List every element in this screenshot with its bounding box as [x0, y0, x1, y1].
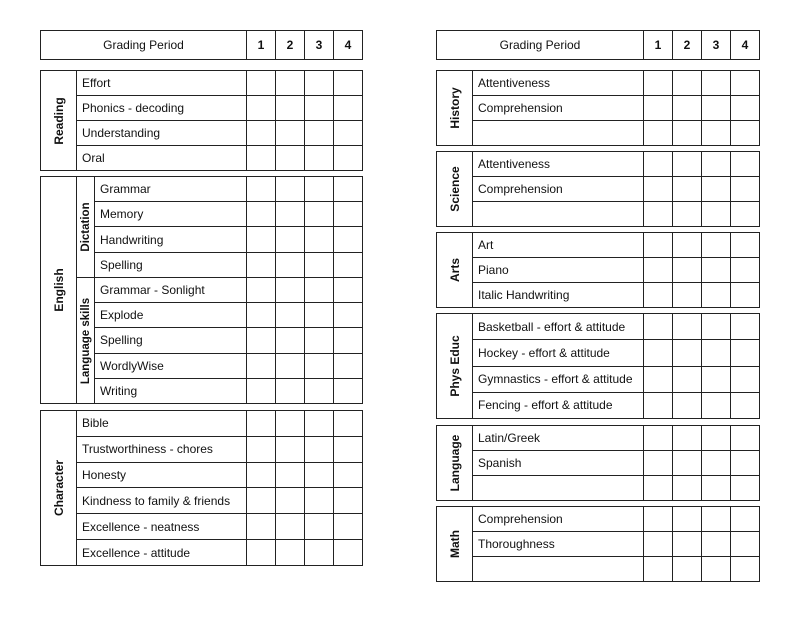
grade-cell-period-2[interactable]	[672, 233, 701, 257]
table-row	[77, 436, 362, 462]
table-row	[95, 378, 362, 403]
grade-cell-period-2[interactable]	[672, 367, 701, 392]
grade-cell-period-2[interactable]	[275, 303, 304, 327]
grade-cell-period-3[interactable]	[304, 121, 333, 145]
section-label-cell	[437, 71, 473, 145]
grade-cell-period-4[interactable]	[730, 121, 759, 145]
grade-cell-period-3[interactable]	[304, 488, 333, 513]
grade-cell-period-1[interactable]	[246, 227, 275, 251]
table-row	[473, 426, 759, 450]
grade-cell-period-1[interactable]	[246, 303, 275, 327]
table-row	[77, 95, 362, 120]
table-row	[473, 233, 759, 257]
row-label: Kindness to family & friends	[82, 493, 231, 508]
grade-cell-period-3[interactable]	[304, 96, 333, 120]
grade-cell-period-2[interactable]	[275, 146, 304, 170]
table-row	[77, 411, 362, 436]
table-row	[473, 176, 759, 201]
grade-cell-period-3[interactable]	[304, 177, 333, 201]
grade-cell-period-3[interactable]	[304, 328, 333, 352]
grade-cell-period-3[interactable]	[701, 532, 730, 556]
section-label-cell	[437, 152, 473, 226]
grade-cell-period-2[interactable]	[672, 426, 701, 450]
grade-cell-period-1[interactable]	[246, 514, 275, 539]
grade-cell-period-1[interactable]	[643, 177, 672, 201]
section-label-cell	[437, 233, 473, 307]
row-label: Comprehension	[478, 101, 563, 115]
subgroup-dictation	[77, 177, 94, 277]
row-label: Understanding	[82, 126, 161, 140]
table-row	[473, 120, 759, 145]
row-label: Memory	[100, 207, 144, 222]
right-grading-period-header	[436, 30, 760, 60]
grade-cell-period-2[interactable]	[672, 451, 701, 475]
grade-cell-period-4[interactable]	[730, 177, 759, 201]
grade-cell-period-3[interactable]	[304, 253, 333, 277]
table-row	[473, 507, 759, 531]
grade-cell-period-3[interactable]	[304, 354, 333, 378]
table-row	[473, 71, 759, 95]
row-label: Hockey - effort & attitude	[478, 345, 610, 360]
grade-cell-period-4[interactable]	[730, 283, 759, 307]
section-rows	[473, 507, 759, 581]
grade-cell-period-2[interactable]	[275, 411, 304, 436]
grade-cell-period-2[interactable]	[672, 283, 701, 307]
section-reading	[40, 70, 363, 171]
row-label: WordlyWise	[100, 358, 164, 373]
grade-cell-period-1[interactable]	[246, 437, 275, 462]
section-english	[40, 176, 363, 404]
subgroup-label-column	[77, 177, 95, 403]
grade-cell-period-2[interactable]	[672, 557, 701, 581]
row-label: Writing	[100, 383, 138, 398]
grade-cell-period-4[interactable]	[730, 314, 759, 339]
grade-cell-period-3[interactable]	[304, 514, 333, 539]
grade-cell-period-3[interactable]	[701, 393, 730, 418]
grade-cell-period-2[interactable]	[672, 121, 701, 145]
grade-cell-period-1[interactable]	[246, 71, 275, 95]
period-4-header: 4	[333, 31, 362, 59]
grade-cell-period-4[interactable]	[333, 202, 362, 226]
row-label: Spelling	[100, 333, 143, 348]
grade-cell-period-2[interactable]	[672, 393, 701, 418]
grade-cell-period-3[interactable]	[701, 202, 730, 226]
section-label: History	[447, 87, 462, 129]
grade-cell-period-1[interactable]	[643, 96, 672, 120]
table-row	[473, 450, 759, 475]
grade-cell-period-2[interactable]	[672, 177, 701, 201]
grade-cell-period-1[interactable]	[246, 202, 275, 226]
row-label: Gymnastics - effort & attitude	[478, 372, 633, 387]
grade-cell-period-4[interactable]	[333, 463, 362, 488]
grade-cell-period-3[interactable]	[304, 437, 333, 462]
section-phys-educ	[436, 313, 760, 419]
grade-cell-period-1[interactable]	[246, 121, 275, 145]
grade-cell-period-4[interactable]	[333, 514, 362, 539]
section-label-cell	[41, 411, 77, 565]
row-label: Spelling	[100, 257, 143, 272]
period-2-header: 2	[672, 31, 701, 59]
section-science	[436, 151, 760, 227]
table-row	[95, 226, 362, 251]
grade-cell-period-3[interactable]	[304, 71, 333, 95]
table-row	[95, 302, 362, 327]
period-1-header: 1	[246, 31, 275, 59]
row-label: Attentiveness	[478, 157, 551, 171]
grade-cell-period-4[interactable]	[333, 411, 362, 436]
grade-cell-period-3[interactable]	[701, 71, 730, 95]
grade-cell-period-3[interactable]	[304, 202, 333, 226]
row-label: Fencing - effort & attitude	[478, 398, 613, 413]
grade-cell-period-3[interactable]	[701, 152, 730, 176]
grade-cell-period-3[interactable]	[304, 303, 333, 327]
row-label: Phonics - decoding	[82, 101, 185, 115]
grading-period-label: Grading Period	[103, 38, 184, 52]
row-label: Art	[478, 238, 494, 252]
grade-cell-period-4[interactable]	[730, 532, 759, 556]
row-label: Spanish	[478, 456, 522, 470]
table-row	[473, 282, 759, 307]
grade-cell-period-4[interactable]	[333, 437, 362, 462]
grade-cell-period-1[interactable]	[643, 532, 672, 556]
grade-cell-period-2[interactable]	[275, 71, 304, 95]
table-row	[473, 556, 759, 581]
grade-cell-period-4[interactable]	[730, 233, 759, 257]
row-label	[473, 476, 643, 500]
grade-cell-period-4[interactable]	[333, 488, 362, 513]
grade-cell-period-4[interactable]	[333, 328, 362, 352]
grade-cell-period-4[interactable]	[730, 258, 759, 282]
grade-cell-period-1[interactable]	[246, 96, 275, 120]
grade-cell-period-2[interactable]	[275, 463, 304, 488]
row-label	[473, 121, 643, 145]
section-rows	[473, 71, 759, 145]
period-4-header: 4	[730, 31, 759, 59]
period-1-header: 1	[643, 31, 672, 59]
table-row	[473, 95, 759, 120]
grade-cell-period-4[interactable]	[333, 121, 362, 145]
table-row	[77, 120, 362, 145]
row-label: Basketball - effort & attitude	[478, 319, 626, 334]
period-3-header: 3	[701, 31, 730, 59]
grade-cell-period-2[interactable]	[275, 540, 304, 565]
grade-cell-period-3[interactable]	[304, 278, 333, 302]
table-row	[95, 277, 362, 302]
table-row	[77, 487, 362, 513]
grade-cell-period-2[interactable]	[275, 227, 304, 251]
section-label-cell	[41, 177, 77, 403]
row-label: Piano	[478, 263, 509, 277]
grade-cell-period-4[interactable]	[333, 71, 362, 95]
grade-cell-period-4[interactable]	[333, 96, 362, 120]
grade-cell-period-1[interactable]	[246, 488, 275, 513]
grade-cell-period-1[interactable]	[643, 233, 672, 257]
grade-cell-period-2[interactable]	[672, 476, 701, 500]
table-row	[473, 475, 759, 500]
grade-cell-period-2[interactable]	[275, 177, 304, 201]
section-rows	[77, 71, 362, 170]
grade-cell-period-1[interactable]	[246, 146, 275, 170]
row-label: Handwriting	[100, 232, 164, 247]
grade-cell-period-2[interactable]	[672, 258, 701, 282]
section-language	[436, 425, 760, 501]
row-label: Comprehension	[478, 182, 563, 196]
grade-cell-period-3[interactable]	[701, 476, 730, 500]
grade-cell-period-4[interactable]	[730, 476, 759, 500]
table-row	[77, 513, 362, 539]
section-label: Character	[51, 459, 66, 517]
grade-cell-period-3[interactable]	[701, 177, 730, 201]
row-label: Effort	[82, 76, 111, 90]
table-row	[473, 392, 759, 418]
grade-cell-period-2[interactable]	[275, 437, 304, 462]
grade-cell-period-1[interactable]	[246, 540, 275, 565]
left-grading-period-header	[40, 30, 363, 60]
section-rows	[473, 314, 759, 418]
grade-cell-period-2[interactable]	[275, 278, 304, 302]
section-history	[436, 70, 760, 146]
grade-cell-period-1[interactable]	[246, 328, 275, 352]
grade-cell-period-3[interactable]	[701, 367, 730, 392]
grade-cell-period-2[interactable]	[672, 507, 701, 531]
table-row	[77, 71, 362, 95]
grade-cell-period-2[interactable]	[672, 340, 701, 365]
grade-cell-period-3[interactable]	[304, 411, 333, 436]
row-label: Oral	[82, 151, 105, 165]
grade-cell-period-4[interactable]	[730, 71, 759, 95]
grade-cell-period-1[interactable]	[246, 411, 275, 436]
grade-cell-period-3[interactable]	[701, 314, 730, 339]
grade-cell-period-2[interactable]	[275, 379, 304, 403]
grade-cell-period-4[interactable]	[333, 379, 362, 403]
row-label: Italic Handwriting	[478, 288, 570, 302]
grade-cell-period-4[interactable]	[730, 393, 759, 418]
table-row	[473, 366, 759, 392]
grade-cell-period-3[interactable]	[304, 146, 333, 170]
grade-cell-period-1[interactable]	[643, 258, 672, 282]
grade-cell-period-2[interactable]	[672, 71, 701, 95]
table-row	[95, 201, 362, 226]
table-row	[95, 252, 362, 277]
grade-cell-period-2[interactable]	[275, 253, 304, 277]
grade-cell-period-3[interactable]	[701, 426, 730, 450]
section-rows	[473, 152, 759, 226]
table-row	[473, 314, 759, 339]
section-rows	[473, 233, 759, 307]
grade-cell-period-1[interactable]	[643, 507, 672, 531]
table-row	[473, 152, 759, 176]
section-label: Math	[447, 530, 462, 558]
grade-cell-period-4[interactable]	[333, 177, 362, 201]
table-row	[473, 257, 759, 282]
table-row	[473, 339, 759, 365]
grade-cell-period-3[interactable]	[304, 227, 333, 251]
section-label: Science	[447, 166, 462, 212]
row-label	[473, 202, 643, 226]
grade-cell-period-4[interactable]	[730, 557, 759, 581]
grade-cell-period-4[interactable]	[333, 253, 362, 277]
section-rows	[473, 426, 759, 500]
grade-cell-period-1[interactable]	[246, 253, 275, 277]
grade-cell-period-3[interactable]	[701, 258, 730, 282]
section-rows	[77, 411, 362, 565]
grade-cell-period-1[interactable]	[643, 367, 672, 392]
grade-cell-period-4[interactable]	[730, 451, 759, 475]
grade-cell-period-4[interactable]	[730, 152, 759, 176]
grade-cell-period-3[interactable]	[701, 340, 730, 365]
period-3-header: 3	[304, 31, 333, 59]
section-character	[40, 410, 363, 566]
subgroup-label: Language skills	[79, 297, 92, 384]
subgroup-label: Dictation	[79, 202, 92, 252]
row-label: Bible	[82, 416, 109, 431]
grade-cell-period-3[interactable]	[701, 96, 730, 120]
period-2-header: 2	[275, 31, 304, 59]
table-row	[77, 539, 362, 565]
grade-cell-period-2[interactable]	[275, 202, 304, 226]
table-row	[95, 177, 362, 201]
grade-cell-period-1[interactable]	[643, 393, 672, 418]
grade-cell-period-2[interactable]	[275, 354, 304, 378]
grade-cell-period-2[interactable]	[275, 328, 304, 352]
grade-cell-period-4[interactable]	[730, 96, 759, 120]
grade-cell-period-2[interactable]	[672, 96, 701, 120]
grade-cell-period-2[interactable]	[672, 532, 701, 556]
grade-cell-period-2[interactable]	[672, 152, 701, 176]
grade-cell-period-1[interactable]	[246, 379, 275, 403]
grade-cell-period-1[interactable]	[643, 340, 672, 365]
grade-cell-period-3[interactable]	[701, 507, 730, 531]
grade-cell-period-4[interactable]	[730, 367, 759, 392]
table-row	[473, 201, 759, 226]
section-arts	[436, 232, 760, 308]
grade-cell-period-3[interactable]	[701, 233, 730, 257]
row-label: Grammar	[100, 182, 151, 197]
section-label: English	[51, 268, 66, 312]
section-label: Arts	[447, 257, 462, 283]
row-label: Thoroughness	[478, 537, 555, 551]
row-label: Comprehension	[478, 512, 563, 526]
row-label: Grammar - Sonlight	[100, 282, 205, 297]
grade-cell-period-2[interactable]	[275, 96, 304, 120]
grade-cell-period-1[interactable]	[246, 177, 275, 201]
grade-cell-period-4[interactable]	[333, 278, 362, 302]
grade-cell-period-1[interactable]	[643, 121, 672, 145]
grade-cell-period-3[interactable]	[701, 121, 730, 145]
row-label: Honesty	[82, 468, 127, 483]
grade-cell-period-2[interactable]	[672, 314, 701, 339]
grade-cell-period-1[interactable]	[643, 426, 672, 450]
grade-cell-period-4[interactable]	[730, 340, 759, 365]
grade-cell-period-2[interactable]	[672, 202, 701, 226]
grade-cell-period-3[interactable]	[304, 540, 333, 565]
subgroup-language-skills	[77, 277, 94, 403]
row-label: Excellence - attitude	[82, 545, 191, 560]
grade-cell-period-3[interactable]	[701, 557, 730, 581]
row-label	[473, 557, 643, 581]
section-label-cell	[437, 426, 473, 500]
grade-cell-period-3[interactable]	[701, 451, 730, 475]
grade-cell-period-2[interactable]	[275, 514, 304, 539]
grade-cell-period-4[interactable]	[730, 426, 759, 450]
grade-cell-period-1[interactable]	[246, 354, 275, 378]
section-label: Reading	[51, 96, 66, 145]
grade-cell-period-2[interactable]	[275, 121, 304, 145]
grade-cell-period-3[interactable]	[701, 283, 730, 307]
row-label: Explode	[100, 308, 144, 323]
section-label: Phys Educ	[447, 335, 462, 397]
table-row	[77, 462, 362, 488]
grade-cell-period-4[interactable]	[333, 354, 362, 378]
section-math	[436, 506, 760, 582]
grade-cell-period-1[interactable]	[246, 463, 275, 488]
grade-cell-period-4[interactable]	[333, 303, 362, 327]
grade-cell-period-2[interactable]	[275, 488, 304, 513]
grade-cell-period-1[interactable]	[246, 278, 275, 302]
grade-cell-period-1[interactable]	[643, 152, 672, 176]
section-label-cell	[41, 71, 77, 170]
section-label: Language	[447, 434, 462, 492]
row-label: Excellence - neatness	[82, 519, 200, 534]
section-label-cell	[437, 507, 473, 581]
grade-cell-period-1[interactable]	[643, 71, 672, 95]
grade-cell-period-4[interactable]	[730, 507, 759, 531]
row-label: Attentiveness	[478, 76, 551, 90]
grade-cell-period-3[interactable]	[304, 463, 333, 488]
grade-cell-period-1[interactable]	[643, 283, 672, 307]
section-rows	[95, 177, 362, 403]
grade-cell-period-1[interactable]	[643, 202, 672, 226]
grade-cell-period-1[interactable]	[643, 451, 672, 475]
table-row	[77, 145, 362, 170]
section-label-cell	[437, 314, 473, 418]
row-label: Latin/Greek	[478, 431, 541, 445]
grade-cell-period-3[interactable]	[304, 379, 333, 403]
table-row	[473, 531, 759, 556]
grading-period-label: Grading Period	[499, 38, 581, 52]
table-row	[95, 353, 362, 378]
grade-cell-period-4[interactable]	[333, 146, 362, 170]
grade-cell-period-1[interactable]	[643, 314, 672, 339]
grade-cell-period-4[interactable]	[730, 202, 759, 226]
grade-cell-period-1[interactable]	[643, 557, 672, 581]
row-label: Trustworthiness - chores	[82, 442, 213, 457]
grade-cell-period-4[interactable]	[333, 227, 362, 251]
table-row	[95, 327, 362, 352]
grade-cell-period-4[interactable]	[333, 540, 362, 565]
grade-cell-period-1[interactable]	[643, 476, 672, 500]
